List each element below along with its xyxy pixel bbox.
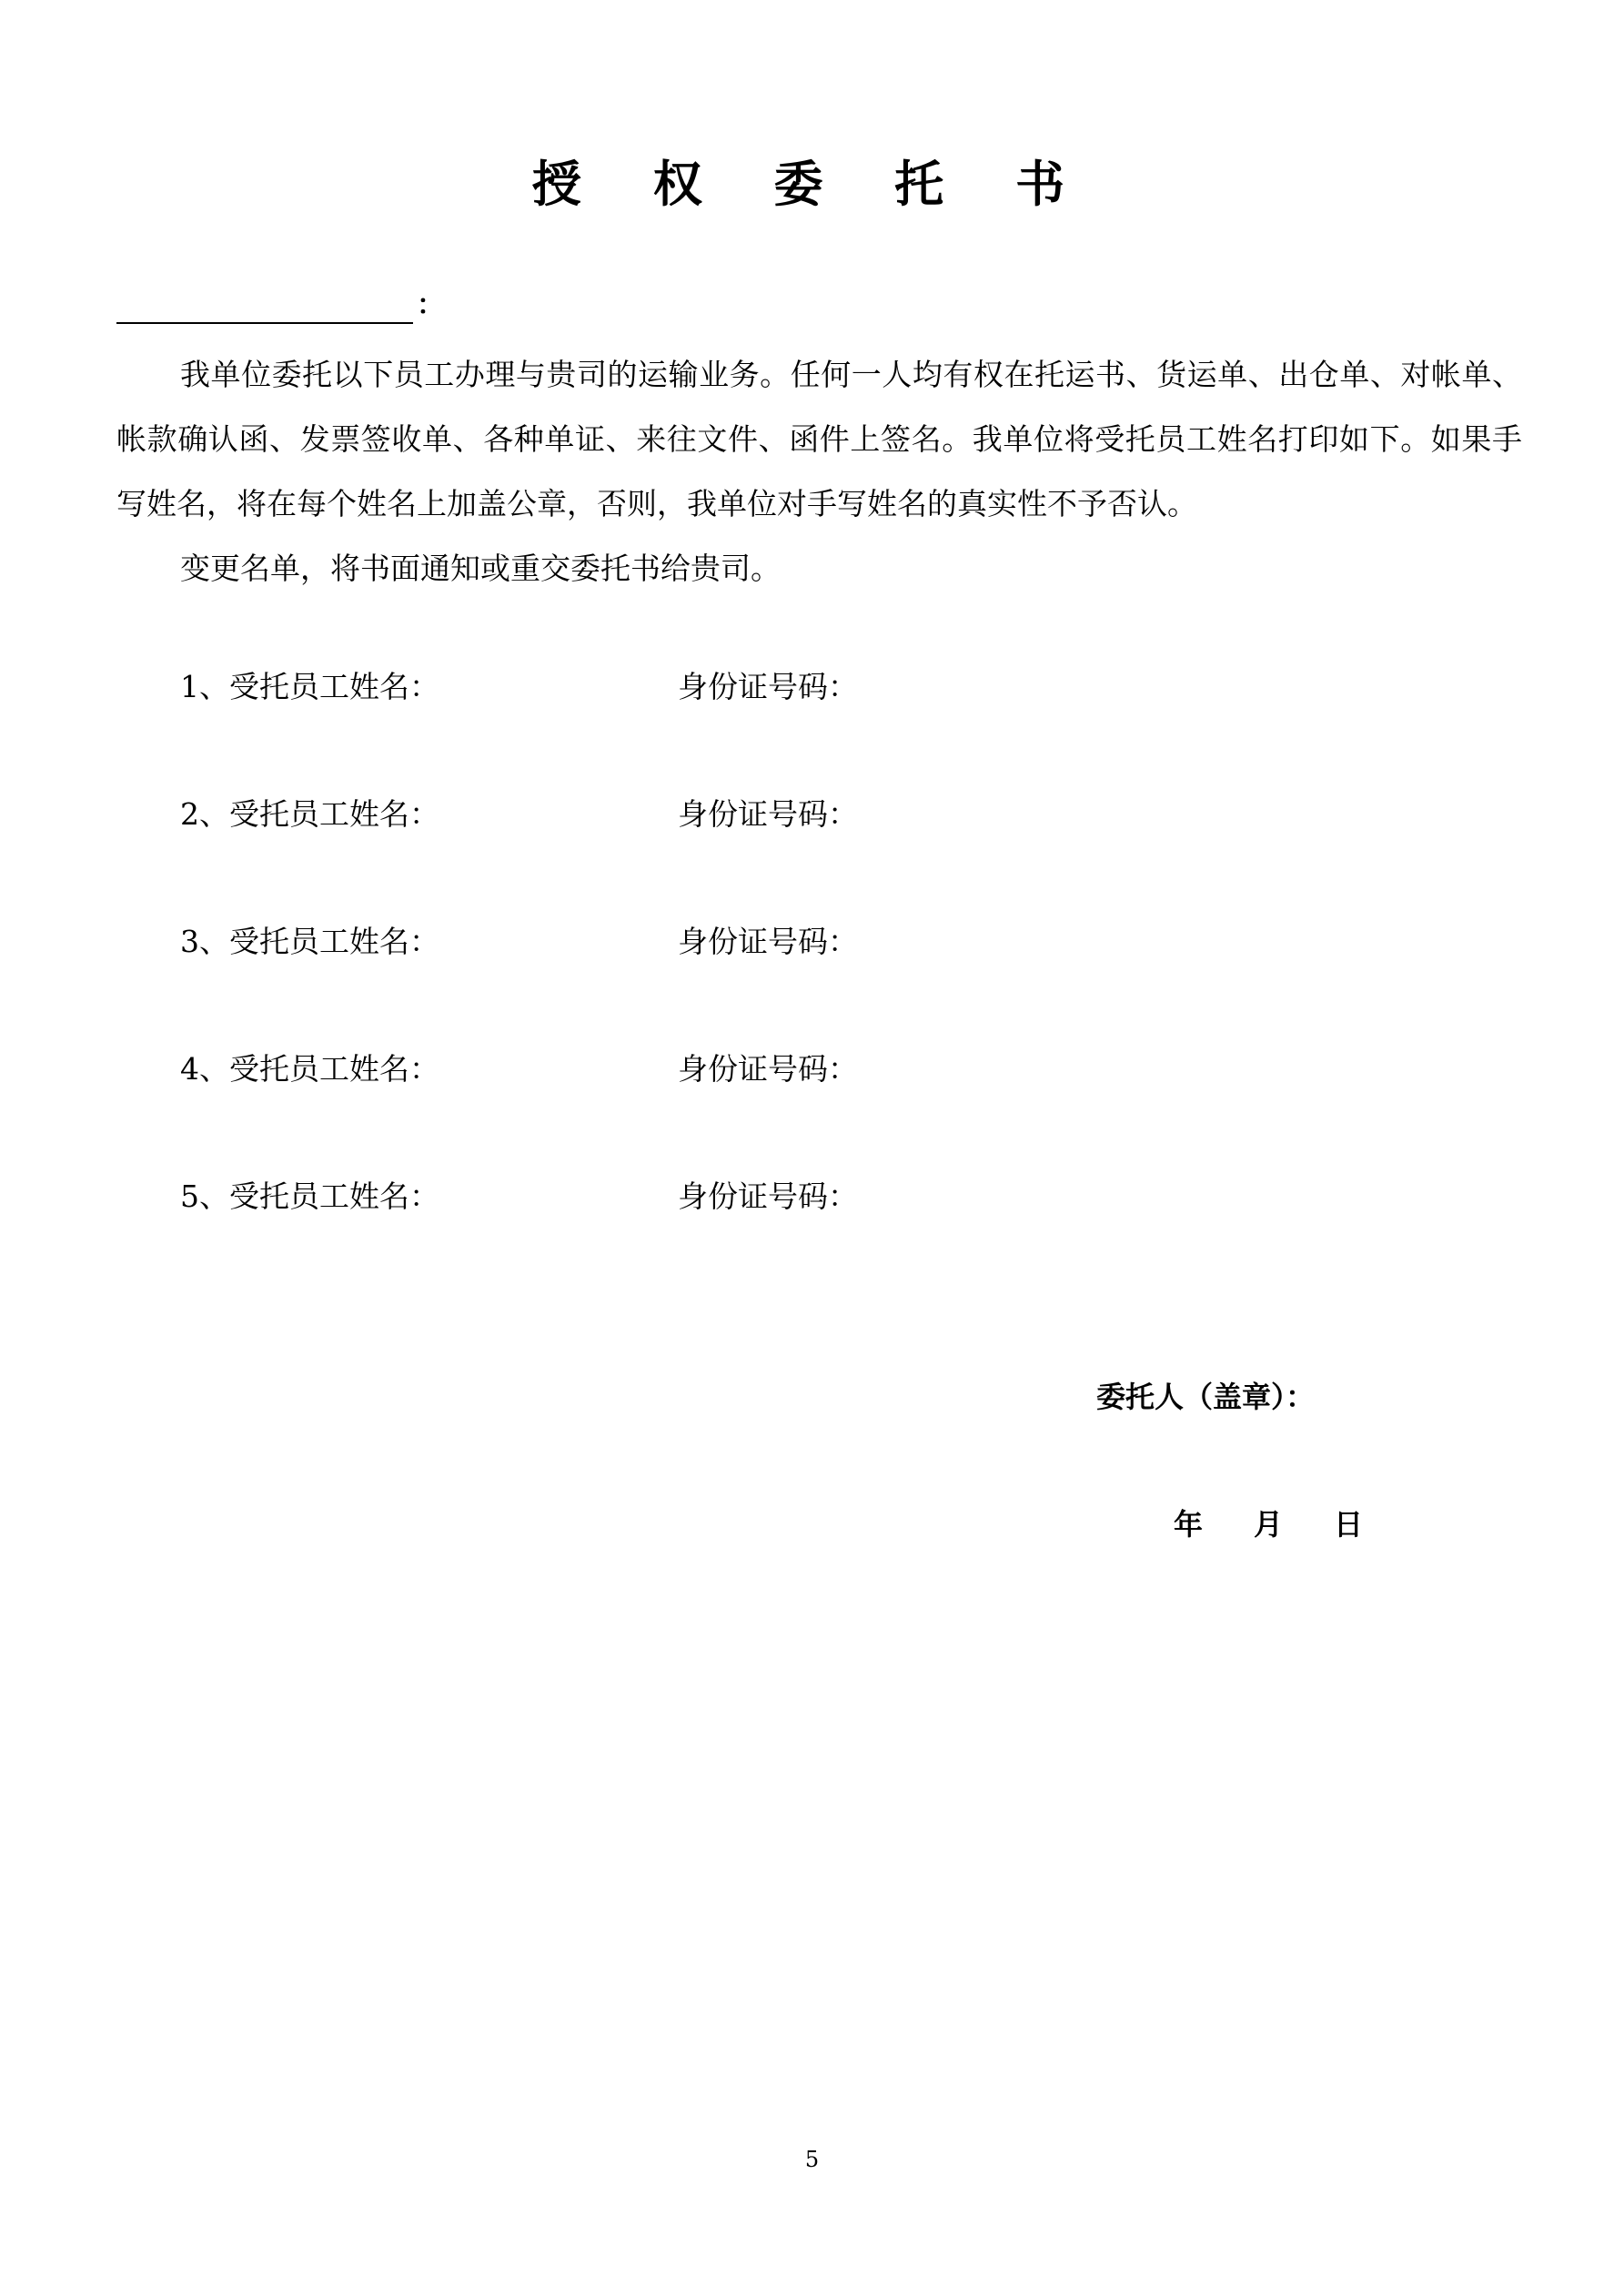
employee-name-label: 3、受托员工姓名：: [180, 924, 439, 959]
date-month: 月: [1254, 1507, 1284, 1542]
id-number-label: 身份证号码：: [678, 1051, 858, 1087]
addressee-line: [116, 282, 444, 324]
id-number-label: 身份证号码：: [678, 796, 858, 832]
id-number-label: 身份证号码：: [678, 924, 858, 959]
body-paragraph: 我单位委托以下员工办理与贵司的运输业务。任何一人均有权在托运书、货运单、出仓单、对帐单、帐款确认函、发票签收单、各种单证、来往文件、函件上签名。我单位将受托员工姓名打印如下。如果手写姓名，将在每个姓名上加盖公章，否则，我单位对手写姓名的真实性不予否认。: [116, 357, 1522, 521]
employee-name-label: 4、受托员工姓名：: [180, 1051, 439, 1087]
signer-label: 委托人（盖章）：: [1096, 1380, 1316, 1414]
document-title: 授 权 委 托 书: [531, 156, 1093, 213]
id-number-label: 身份证号码：: [678, 1178, 858, 1214]
employee-name-label: 5、受托员工姓名：: [180, 1178, 439, 1214]
addressee-colon: ：: [417, 289, 444, 321]
id-number-label: 身份证号码：: [678, 669, 858, 704]
employee-name-label: 1、受托员工姓名：: [180, 669, 439, 704]
body-text: [116, 342, 1522, 601]
addressee-blank: [116, 286, 413, 324]
date-day: 日: [1334, 1507, 1364, 1542]
employee-name-label: 2、受托员工姓名：: [180, 796, 439, 832]
date-line: [1174, 1502, 1363, 1547]
page-number: 5: [804, 2147, 820, 2172]
body-paragraph: 变更名单，将书面通知或重交委托书给贵司。: [180, 551, 781, 586]
date-year: 年: [1174, 1507, 1204, 1542]
